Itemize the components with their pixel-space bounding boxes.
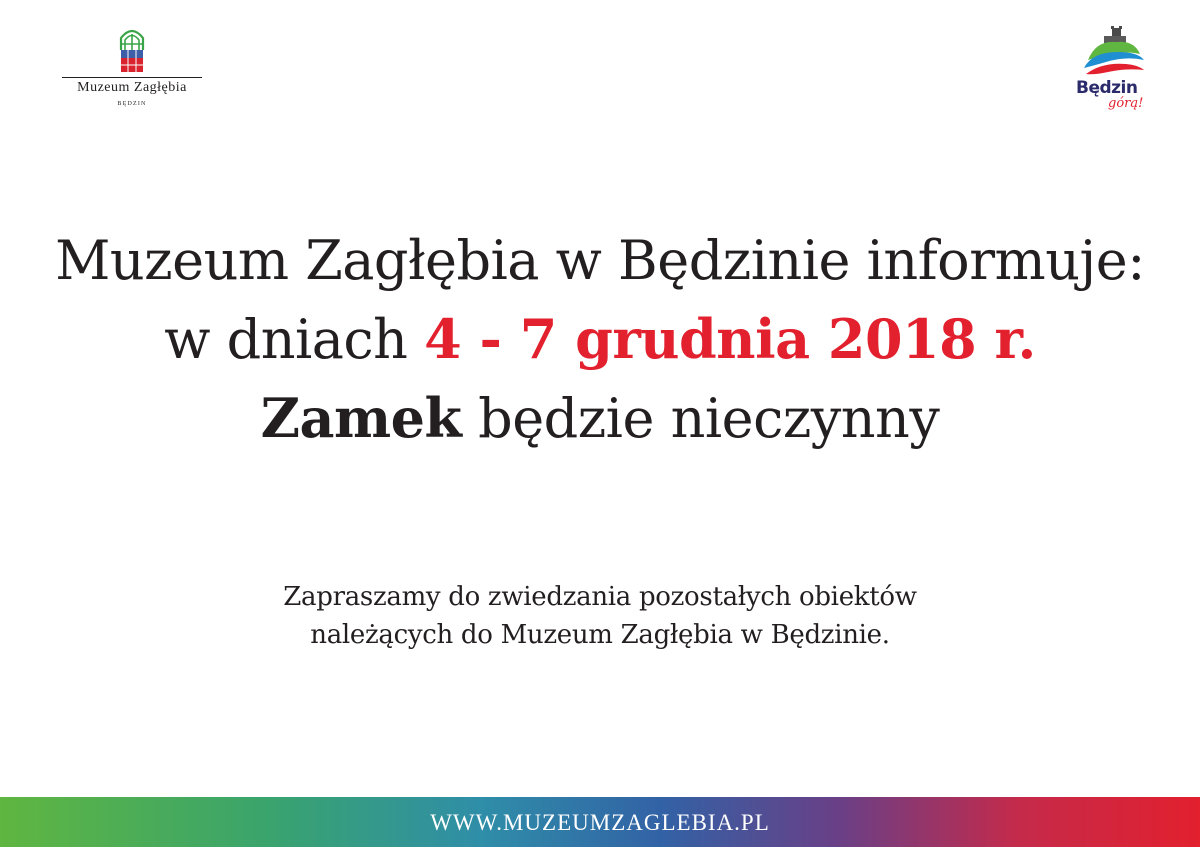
- bedzin-castle-hill-icon: [1082, 26, 1146, 82]
- invitation-text: [0, 578, 1200, 654]
- closure-notice: będzie nieczynny: [461, 387, 940, 450]
- headline-line-1: Muzeum Zagłębia w Będzinie informuje:: [55, 229, 1145, 292]
- museum-logo-rule: [62, 77, 202, 78]
- closure-dates: 4 - 7 grudnia 2018 r.: [424, 307, 1036, 371]
- museum-emblem-icon: [119, 26, 145, 76]
- website-link[interactable]: WWW.MUZEUMZAGLEBIA.PL: [430, 810, 770, 835]
- bedzin-city-logo: [1070, 26, 1160, 118]
- footer-gradient-band: [0, 797, 1200, 847]
- headline-line-2: [0, 300, 1200, 379]
- museum-logo-city: BĘDZIN: [117, 101, 147, 107]
- bedzin-tagline: górą!: [1108, 96, 1144, 111]
- headline-line-3: [0, 379, 1200, 458]
- museum-logo-name: Muzeum Zagłębia: [77, 80, 187, 95]
- invitation-line-2: należących do Muzeum Zagłębia w Będzinie.: [310, 620, 890, 650]
- bedzin-wordmark: Będzin: [1076, 78, 1138, 98]
- headline-dates-prefix: w dniach: [164, 308, 425, 371]
- museum-logo: [48, 26, 216, 108]
- castle-label: Zamek: [260, 386, 462, 450]
- invitation-line-1: Zapraszamy do zwiedzania pozostałych obiektów: [283, 582, 917, 612]
- announcement-headline: [0, 222, 1200, 458]
